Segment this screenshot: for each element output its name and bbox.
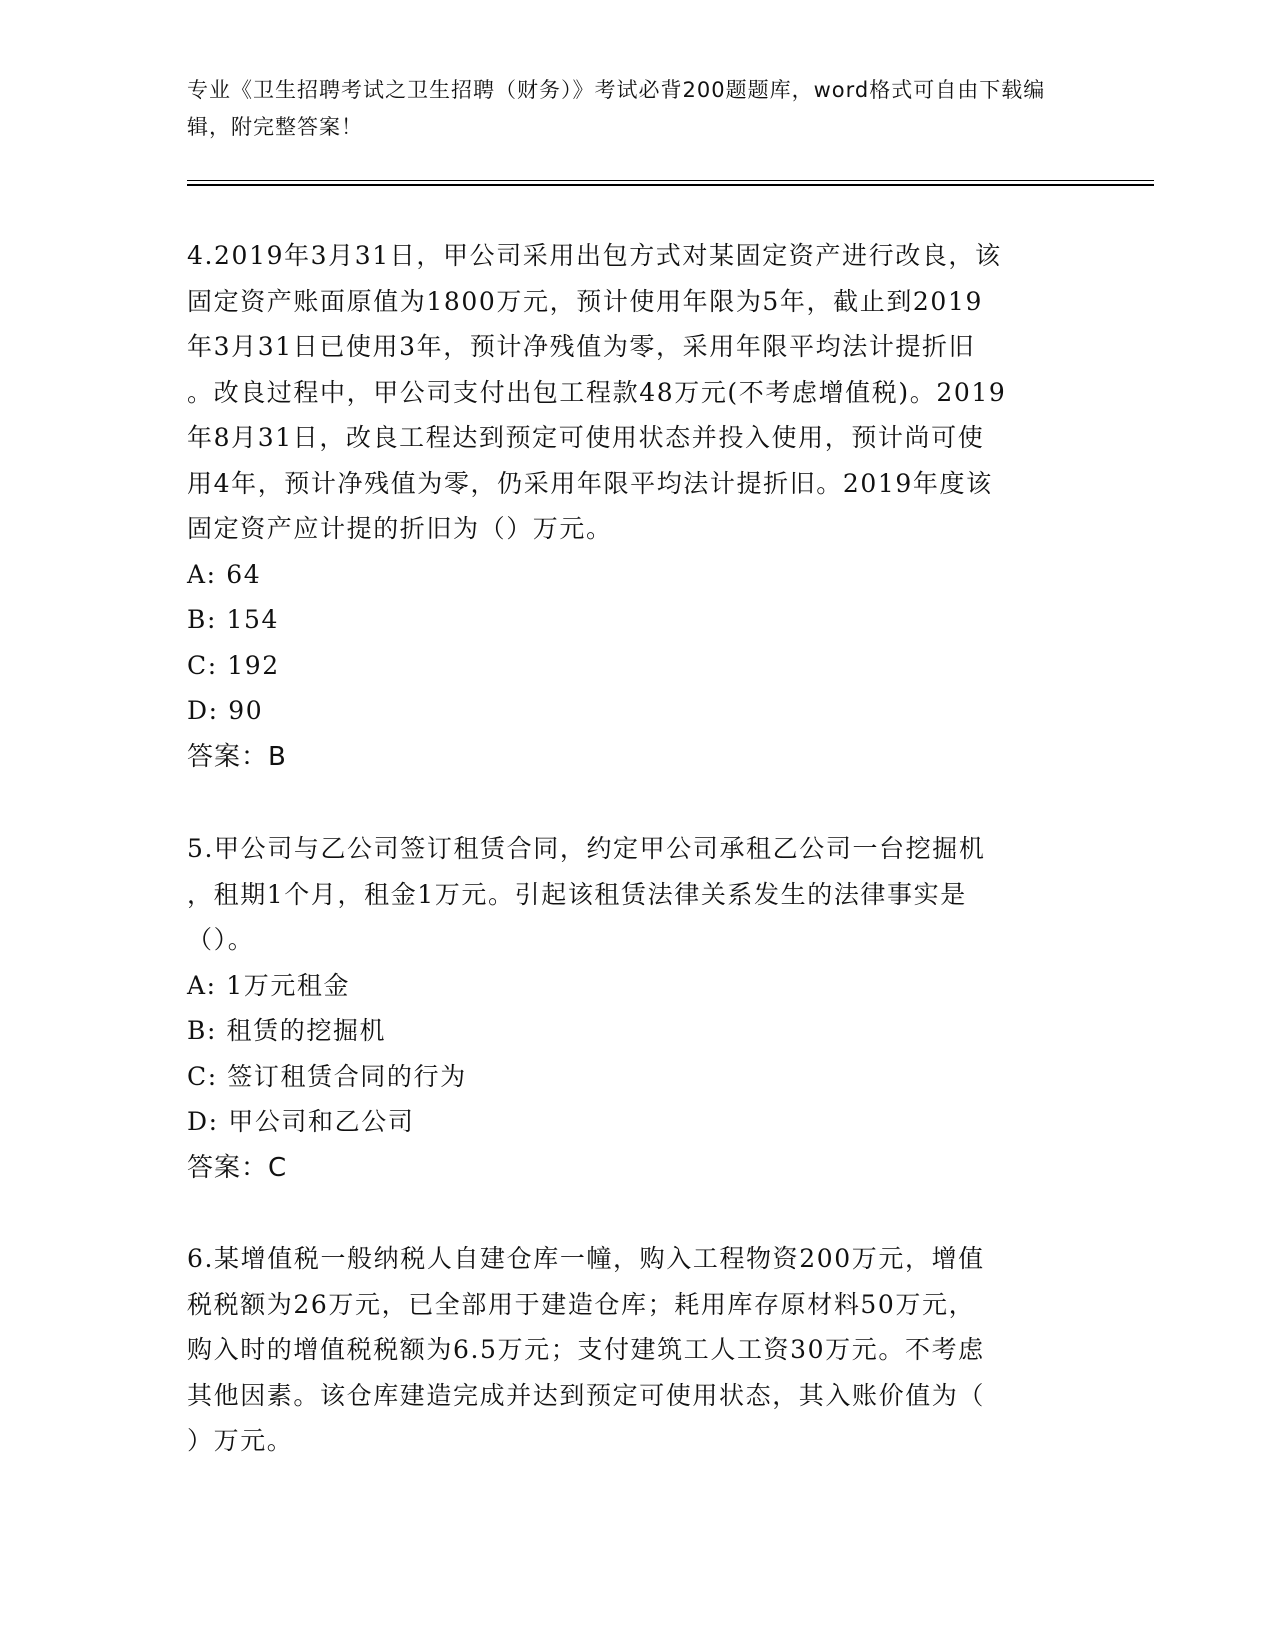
answer: 答案：B bbox=[187, 741, 287, 772]
question-stem: 4.2019年3月31日，甲公司采用出包方式对某固定资产进行改良，该 固定资产账面原值为1800万元，预计使用年限为5年，截止到2019 年3月31日已使用3年，预计净残值为零，采用年限平均法计提折旧 。改良过程中，甲公司支付出包工程款48万元(不考虑增值税)。2019 年8月31日，改良工程达到预定可使用状态并投入使用，预计尚可使 用4年，预计净残值为零，仍采用年限平均法计提折旧。2019年度该 固定资产应计提的折旧为（）万元。 bbox=[187, 241, 1007, 543]
option-a: A: 64 bbox=[187, 559, 262, 589]
question-stem: 6.某增值税一般纳税人自建仓库一幢，购入工程物资200万元，增值 税税额为26万元，已全部用于建造仓库；耗用库存原材料50万元， 购入时的增值税税额为6.5万元；支付建筑工人工资30万元。不考虑 其他因素。该仓库建造完成并达到预定可使用状态，其入账价值为（ ）万元。 bbox=[187, 1244, 986, 1455]
option-d: D: 甲公司和乙公司 bbox=[187, 1107, 415, 1136]
header-rule-thin bbox=[187, 180, 1154, 181]
document-header: 专业《卫生招聘考试之卫生招聘（财务）》考试必背200题题库，word格式可自由下载编辑，附完整答案！ bbox=[187, 78, 1046, 139]
answer: 答案：C bbox=[187, 1152, 288, 1183]
question-stem: 5.甲公司与乙公司签订租赁合同，约定甲公司承租乙公司一台挖掘机 ，租期1个月，租金1万元。引起该租赁法律关系发生的法律事实是 （）。 bbox=[187, 834, 986, 954]
option-b: B: 154 bbox=[187, 605, 280, 634]
option-b: B: 租赁的挖掘机 bbox=[187, 1016, 387, 1045]
option-a: A: 1万元租金 bbox=[187, 970, 351, 1000]
option-c: C: 签订租赁合同的行为 bbox=[187, 1061, 467, 1091]
option-c: C: 192 bbox=[187, 650, 280, 680]
question-5 bbox=[187, 826, 1077, 1191]
question-4 bbox=[187, 233, 1077, 780]
question-6 bbox=[187, 1236, 1077, 1464]
header-rule-thick bbox=[187, 184, 1154, 186]
option-d: D: 90 bbox=[187, 696, 264, 725]
